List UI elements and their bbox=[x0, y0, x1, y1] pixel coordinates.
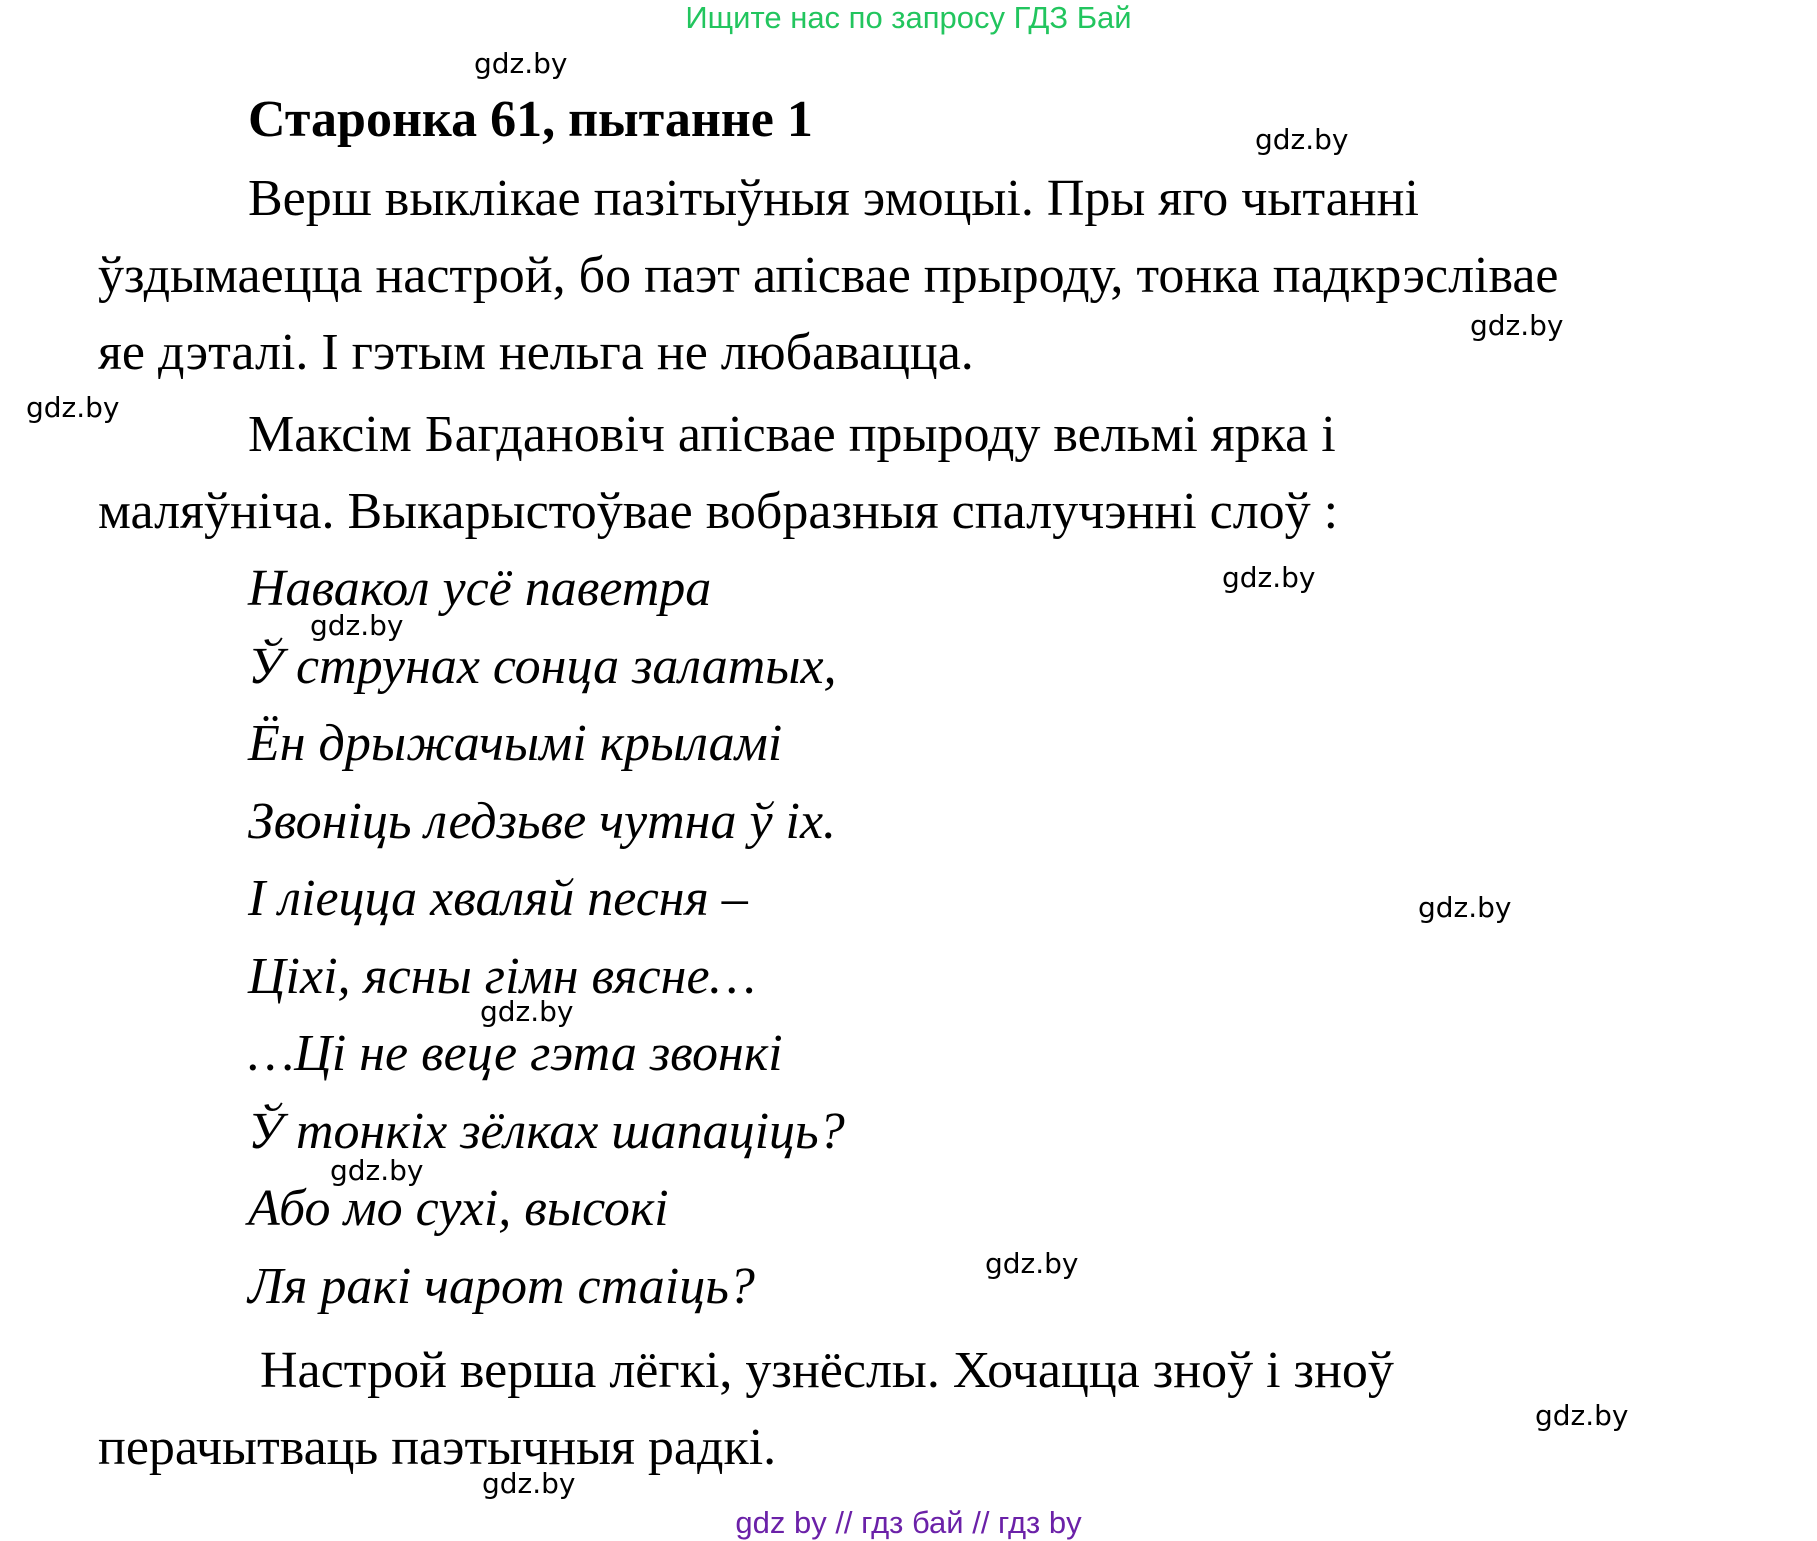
watermark: gdz.by bbox=[482, 1467, 576, 1500]
poem-line: Ў тонкіх зёлках шапаціць? bbox=[248, 1102, 845, 1160]
top-banner[interactable]: Ищите нас по запросу ГДЗ Бай bbox=[685, 0, 1132, 35]
poem-line: Навакол усё паветра bbox=[248, 560, 712, 617]
paragraph-2-line: маляўніча. Выкарыстоўвае вобразныя спалучэнні слоў : bbox=[98, 483, 1339, 540]
poem-line: Або мо сухі, высокі bbox=[248, 1180, 669, 1237]
watermark: gdz.by bbox=[1255, 123, 1349, 156]
paragraph-2-line: Максім Багдановіч апісвае прыроду вельмі ярка і bbox=[248, 406, 1336, 463]
watermark: gdz.by bbox=[474, 47, 568, 80]
paragraph-1-line: ўздымаецца настрой, бо паэт апісвае прыроду, тонка падкрэслівае bbox=[98, 247, 1559, 304]
watermark: gdz.by bbox=[1535, 1399, 1629, 1432]
watermark: gdz.by bbox=[26, 391, 120, 424]
watermark: gdz.by bbox=[1418, 891, 1512, 924]
watermark: gdz.by bbox=[1222, 561, 1316, 594]
watermark: gdz.by bbox=[310, 609, 404, 642]
page-title: Старонка 61, пытанне 1 bbox=[248, 91, 813, 148]
poem-line: Ціхі, ясны гімн вясне… bbox=[248, 947, 756, 1005]
footer-links[interactable]: gdz by // гдз бай // гдз by bbox=[735, 1505, 1082, 1540]
paragraph-1-line: Верш выклікае пазітыўныя эмоцыі. Пры яго чытанні bbox=[248, 170, 1419, 227]
paragraph-3-line: перачытваць паэтычныя радкі. bbox=[98, 1419, 777, 1476]
paragraph-3-line: Настрой верша лёгкі, узнёслы. Хочацца зноў і зноў bbox=[260, 1342, 1394, 1399]
paragraph-1-line: яе дэталі. І гэтым нельга не любавацца. bbox=[98, 324, 974, 381]
poem-line: Ля ракі чарот стаіць? bbox=[248, 1257, 755, 1315]
watermark: gdz.by bbox=[480, 995, 574, 1028]
poem-line: І ліецца хваляй песня – bbox=[248, 870, 748, 927]
poem-line: Ў струнах сонца залатых, bbox=[248, 637, 837, 695]
paragraph-1 bbox=[98, 160, 1798, 391]
paragraph-2 bbox=[98, 396, 1798, 550]
poem-line: Ён дрыжачымі крыламі bbox=[248, 715, 783, 772]
watermark: gdz.by bbox=[985, 1247, 1079, 1280]
poem-line: …Ці не веце гэта звонкі bbox=[248, 1025, 783, 1082]
poem-line: Звоніць ледзьве чутна ў іх. bbox=[248, 792, 837, 850]
watermark: gdz.by bbox=[330, 1154, 424, 1187]
watermark: gdz.by bbox=[1470, 309, 1564, 342]
poem bbox=[248, 550, 845, 1325]
